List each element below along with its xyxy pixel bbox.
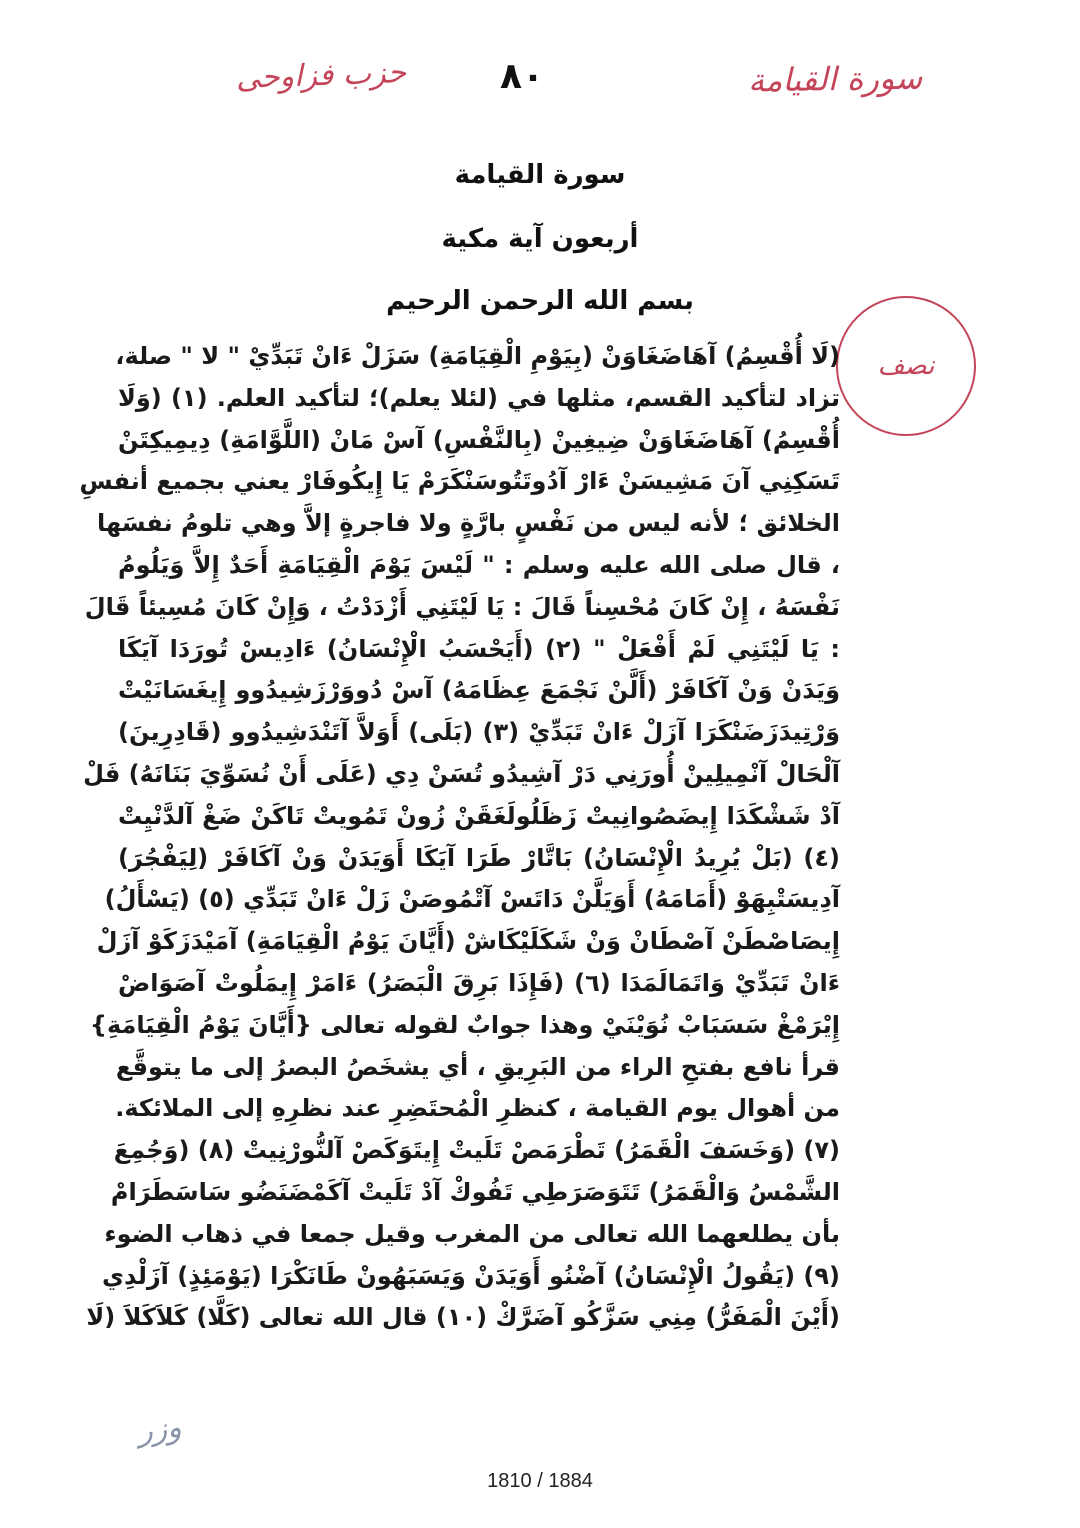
text-line: تزاد لتأكيد القسم، مثلها في (لئلا يعلم)؛ لتأكيد العلم. (١) (وَلَا xyxy=(118,383,840,412)
text-line: آدْ شَشْكَدَا إِيضَصُوانِيتْ زَظَلُولَغَقَنْ زُونْ تَمُويتْ تَاكَنْ ضَغْ آلدَّنْيِتْ xyxy=(118,801,840,830)
text-line: قرأ نافع بفتحِ الراء من البَرِيقِ ، أي يشخَصُ البصرُ إلى ما يتوقَّع xyxy=(115,1052,840,1081)
basmala: بسم الله الرحمن الرحيم xyxy=(386,286,694,316)
text-line: بأن يطلعهما الله تعالى من المغرب وقيل جمعا في ذهاب الضوء xyxy=(104,1219,840,1248)
handwritten-hizb-note: حزب فزاوحى xyxy=(235,55,407,96)
text-line: (لَا أُقْسِمُ) آهَاضَغَاوَنْ (بِيَوْمِ الْقِيَامَةِ) سَزَلْ ءَانْ تَبَدِّيْ " لا " صلة، xyxy=(115,342,840,370)
text-line: من أهوال يوم القيامة ، كنظرِ الْمُحتَضِرِ عند نظرِهِ إلى الملائكة. xyxy=(115,1094,840,1123)
text-line: وَيَدَنْ وَنْ آكَافَرْ (أَلَّنْ نَجْمَعَ عِظَامَهُ) آسْ دُووَرْزَشِيدُوو إِيغَسَانَيْتْ xyxy=(118,676,840,705)
text-line: (٩) (يَقُولُ الْإِنْسَانُ) آضْنُو أَوَيَدَنْ وَيَسَبَهُونْ طَانَكْرَا (يَوْمَئِذٍ) آزَلْدِي xyxy=(101,1261,840,1290)
page-counter: 1810 / 1884 xyxy=(487,1470,593,1492)
surah-title: سورة القيامة xyxy=(454,160,626,190)
text-line: (٤) (بَلْ يُرِيدُ الْإِنْسَانُ) بَاتَّارْ طَرَا آيَكَا أَوَيَدَنْ وَنْ آكَافَرْ (لِيَفْجُرَ) xyxy=(118,843,840,872)
text-line: آلْحَالْ آنْمِيلِينْ أُورَنِي دَرْ آشِيدُو تُسَنْ دِي (عَلَى أَنْ نُسَوِّيَ بَنَانَهُ) فَلْ xyxy=(83,759,840,788)
text-line: إِيْرَمْغْ سَسَبَابْ نُوَيْنَيْ وهذا جوابٌ لقوله تعالى {أَيَّانَ يَوْمُ الْقِيَامَةِ} xyxy=(89,1010,840,1039)
text-line: وَرْتِيدَزَضَنْكَرَا آزَلْ ءَانْ تَبَدِّيْ (٣) (بَلَى) أَوَلاَّ آتَنْدَشِيدُوو (قَادِرِينَ) xyxy=(118,718,840,747)
text-line: الخلائق ؛ لأنه ليس من نَفْسٍ بارَّةٍ ولا فاجرةٍ إلاَّ وهي تلومُ نفسَها xyxy=(97,509,840,538)
handwritten-surah-note: سورة القيامة xyxy=(747,58,923,100)
body-text xyxy=(79,336,840,1339)
text-line: إِيصَاصْطَنْ آصْطَانْ وَنْ شَكَلَيْكَاشْ (أَيَّانَ يَوْمُ الْقِيَامَةِ) آمَيْدَزَكَوْ آزَلْ xyxy=(96,927,840,956)
text-line: ، قال صلى الله عليه وسلم : " لَيْسَ يَوْمَ الْقِيَامَةِ أَحَدٌ إِلاَّ وَيَلُومُ xyxy=(118,550,840,579)
page-number: ٨٠ xyxy=(500,56,544,97)
margin-note-text: نصف xyxy=(877,351,935,381)
text-line: نَفْسَهُ ، إِنْ كَانَ مُحْسِناً قَالَ : يَا لَيْتَنِي أَزْدَدْتُ ، وَإِنْ كَانَ مُسِيئاً قَالَ xyxy=(84,592,840,621)
handwritten-signature: وزر xyxy=(136,1409,184,1450)
text-line: (أَيْنَ الْمَفَرُّ) مِنِي سَزَّكُو آضَرَّكْ (١٠) قال الله تعالى (كَلَّا) كَلاَكَلاَ (لَا xyxy=(86,1303,840,1332)
text-line: (٧) (وَخَسَفَ الْقَمَرُ) تَطْرَمَصْ تَلَيتْ إِيتَوَكَصْ آلنُّورْنِيتْ (٨) (وَجُمِعَ xyxy=(113,1136,840,1165)
verse-count-info: أربعون آية مكية xyxy=(441,224,639,254)
text-line: : يَا لَيْتَنِي لَمْ أَفْعَلْ " (٢) (أَيَحْسَبُ الْإِنْسَانُ) ءَادِيسْ تُورَدَا آيَكَا xyxy=(118,634,840,663)
text-line: ءَانْ تَبَدِّيْ وَاتَمَالَمَدَا (٦) (فَإِذَا بَرِقَ الْبَصَرُ) ءَامَرْ إِيمَلُوتْ آصَوَاضْ xyxy=(118,968,840,997)
text-line: تَسَكِنِي آنَ مَشِيسَنْ ءَارْ آدُوتَتُوسَنْكَرَمْ يَا إِيكُوفَارْ يعني بجميع أنفسِ xyxy=(79,467,840,496)
text-line: آدِيسَتْبِهَوْ (أَمَامَهُ) أَوَيَلَّنْ دَاتَسْ آتْمُوصَنْ زَلْ ءَانْ تَبَدِّي (٥) (يَسْأَلُ) xyxy=(104,885,840,914)
text-line: الشَّمْسُ وَالْقَمَرُ) تَتَوَصَرَطِي تَفُوكْ آدْ تَلَيتْ آكَمْضَنَضُو سَاسَطَرَامْ xyxy=(110,1177,840,1206)
text-line: أُقْسِمُ) آهَاضَغَاوَنْ ضِيغِينْ (بِالنَّفْسِ) آسْ مَانْ (اللَّوَّامَةِ) دِيمِيكِتَنْ xyxy=(118,425,840,454)
margin-circle-annotation xyxy=(836,296,976,436)
